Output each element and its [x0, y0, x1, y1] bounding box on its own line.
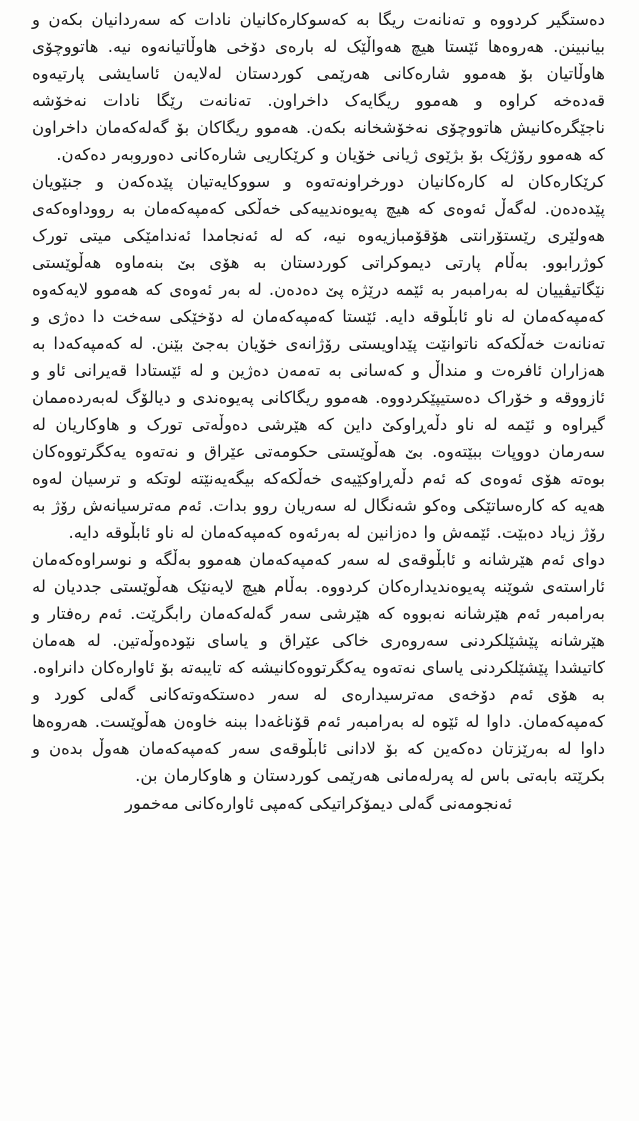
paragraph: کرێکارەکان لە کارەکانیان دورخراونەتەوە و سووکایەتیان پێدەکەن و جنێویان پێدەدەن. لەگەڵ ئەوەی کە ھیچ پەیوەندییەکی خەڵکی کەمپەکەمان بە رووداوەکەی ھەولێری رێستۆرانتی ھۆقۆمبازیەوە نیە، کە لە ئەنجامدا ئەندامێکی میتی تورک کوژرابوو. بەڵام پارتی دیموکراتی کوردستان بە ھۆی بێ بنەماوە ھەڵوێستی نێگاتیڤییان لە بەرامبەر بە ئێمە درێژە پێ دەدەن. لە بەر ئەوەی کە ھەموو لایەکەوە کەمپەکەمان لە ناو ئابڵوقە دایە. ئێستا کەمپەکەمان لە دۆخێکی سەخت دا دەژی و تەنانەت خەڵکەکە ناتوانێت پێداویستی رۆژانەی خۆیان بەجێ بێنن. لە کەمپەکەدا بە ھەزاران ئافرەت و منداڵ و کەسانی بە تەمەن دەژین و لە ئێستادا قەیرانی ئاو و ئازووقە و خۆراک دەستیپێکردووە. ھەموو ریگاکانی پەیوەندی و دیالۆگ لەبەردەممان گیراوە و ئێمە لە ناو دڵەڕاوکێ داین کە ھێرشی دەوڵەتی تورک و ھاوکاریان لە سەرمان دووپات ببێتەوە. بێ ھەڵوێستی حکومەتی عێراق و نەتەوە یەکگرتووەکان بوەتە ھۆی ئەوەی کە ئەم دڵەڕاوکێیەی خەڵکەکە بیگەیەنێتە لوتکە و ترسیان لەوە ھەیە کە کارەساتێکی وەکو شەنگال لە سەریان روو بدات. ئەم مەترسیانەش رۆژ بە رۆژ زیاد دەبێت. ئێمەش وا دەزانین لە بەرئەوە کەمپەکەمان لە ناو ئابڵوقە دایە. [32, 172, 605, 542]
signature-line: ئەنجومەنی گەلی دیمۆکراتیکی کەمپی ئاوارەکانی مەخمور [124, 794, 513, 813]
paragraph: بە ھۆی ئەم دۆخەی مەترسیدارەی لە سەر دەستکەوتەکانی گەلی کورد و کەمپەکەمان. داوا لە ئێوە لە بەرامبەر ئەم قۆناغەدا ببنە خاوەن ھەڵوێست. ھەروەھا داوا لە بەرێزتان دەکەین کە بۆ لادانی ئابڵوقەی سەر کەمپەکەمان ھەوڵ بدەن و بکرێتە بابەتی باس لە پەرلەمانی ھەرێمی کوردستان و ھاوکارمان بن. [32, 685, 605, 785]
paragraph: دوای ئەم ھێرشانە و ئابڵوقەی لە سەر کەمپەکەمان ھەموو بەڵگە و نوسراوەکەمان ئاراستەی شوێنە پەیوەندیدارەکان کردووە. بەڵام ھیچ لایەنێک ھەڵوێستی جددیان لە بەرامبەر ئەم ھێرشانە نەبووە کە ھێرشی سەر گەلەکەمان رابگرێت. ئەم رەفتار و ھێرشانە پێشێلکردنی سەروەری خاکی عێراق و یاسای نێودەوڵەتین. لە ھەمان کاتیشدا پێشێلکردنی یاسای نەتەوە یەکگرتووەکانیشە کە تایبەتە بۆ ئاوارەکان دانراوە. [32, 550, 605, 677]
paragraph: دەستگیر کردووە و تەنانەت ریگا بە کەسوکارەکانیان نادات کە سەردانیان بکەن و بیانبینن. ھەروەھا ئێستا ھیچ ھەواڵێک لە بارەی دۆخی ھاوڵاتیانەوە نیە. ھاتووچۆی ھاوڵاتیان بۆ ھەموو شارەکانی ھەرێمی کوردستان لەلایەن ئاسایشی پارتیەوە قەدەخە کراوە و ھەموو ریگایەک داخراون. تەنانەت رێگا نادات نەخۆشە ناجێگرەکانیش ھاتووچۆی نەخۆشخانە بکەن. ھەموو ریگاکان بۆ گەلەکەمان داخراون کە ھەموو رۆژێک بۆ بژێوی ژیانی خۆیان و کرێکاریی شارەکانی دەوروبەر دەکەن. [32, 10, 605, 164]
document-text-block [32, 6, 605, 817]
